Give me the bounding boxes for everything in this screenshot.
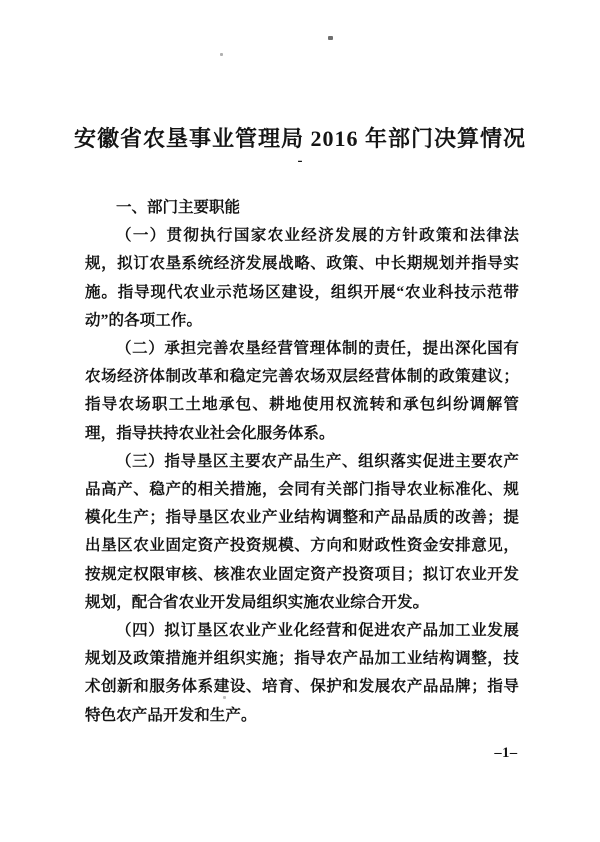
page-number: –1– (494, 745, 518, 761)
paragraph-duty-1: （一）贯彻执行国家农业经济发展的方针政策和法律法规，拟订农垦系统经济发展战略、政策、中长期规划并指导实施。指导现代农业示范场区建设，组织开展“农业科技示范带动”的各项工作。 (85, 227, 519, 329)
paragraph-duty-3: （三）指导垦区主要农产品生产、组织落实促进主要农产品高产、稳产的相关措施，会同有关部门指导农业标准化、规模化生产；指导垦区农业产业结构调整和产品品质的改善；提出垦区农业固定资产投资规模、方向和财政性资金安排意见，按规定权限审核、核准农业固定资产投资项目；拟订农业开发规划，配合省农业开发局组织实施农业综合开发。 (85, 452, 519, 611)
scan-speck (220, 53, 223, 56)
section-heading: 一、部门主要职能 (116, 199, 241, 216)
scan-speck (328, 36, 333, 40)
paragraph-duty-4: （四）拟订垦区农业产业化经营和促进农产品加工业发展规划及政策措施并组织实施；指导农产品加工业结构调整，技术创新和服务体系建设、培育、保护和发展农产品品牌；指导特色农产品开发和生产。 (85, 622, 519, 724)
document-title: 安徽省农垦事业管理局 2016 年部门决算情况 (73, 126, 526, 151)
paragraph-duty-2: （二）承担完善农垦经营管理体制的责任，提出深化国有农场经济体制改革和稳定完善农场双层经营体制的政策建议；指导农场职工土地承包、耕地使用权流转和承包纠纷调解管理，指导扶持农业社会化服务体系。 (85, 340, 519, 442)
document-body (85, 194, 519, 730)
title-dash-mark: - (297, 153, 303, 169)
